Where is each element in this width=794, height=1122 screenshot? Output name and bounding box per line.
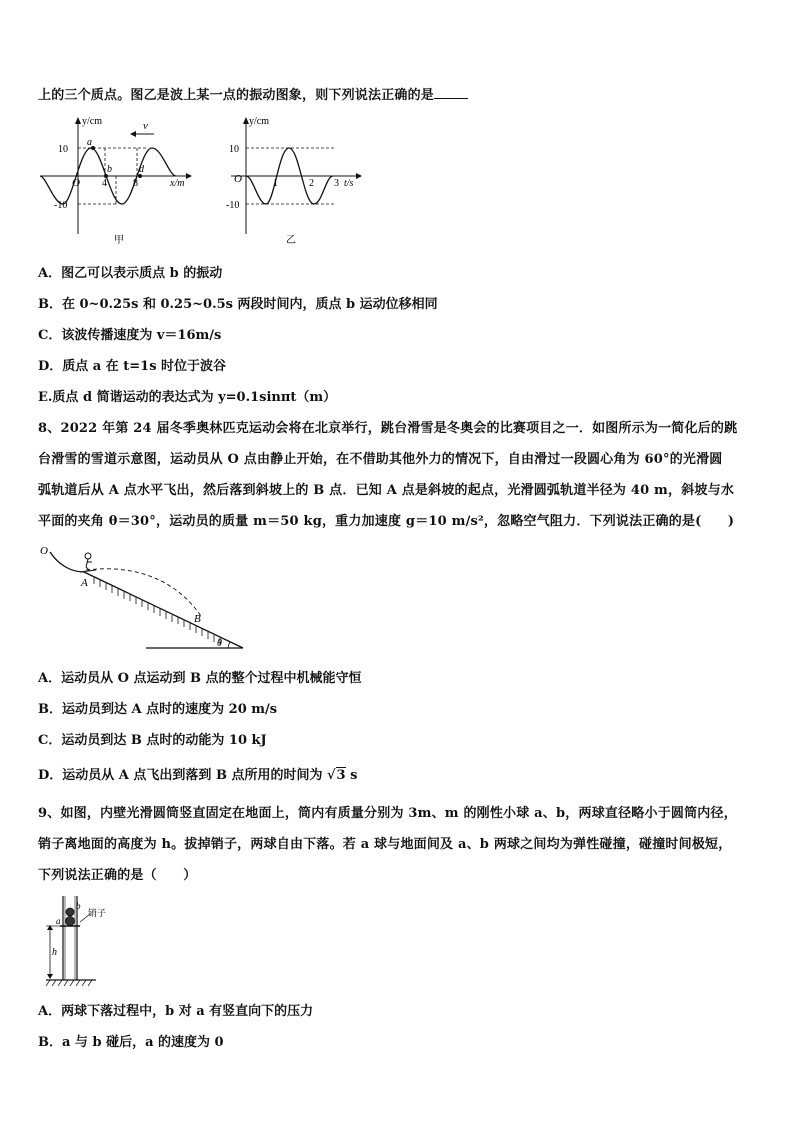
q8-option-b: B．运动员到达 A 点时的速度为 20 m/s [38,702,278,717]
q8-option-d-text: D．运动员从 A 点飞出到落到 B 点所用的时间为 [38,768,323,783]
yi-origin: O [234,173,242,185]
q9-option-b: B．a 与 b 碰后，a 的速度为 0 [38,1035,224,1050]
q8-stem-line4: 平面的夹角 θ＝30°，运动员的质量 m＝50 kg，重力加速度 g＝10 m/s²，忽略空气阻力．下列说法正确的是( ) [38,514,735,529]
jia-x-label: x/m [170,178,185,189]
jia-origin: O [72,177,80,189]
figure-yi [226,114,376,246]
yi-caption: 乙 [286,235,296,246]
ball-a [66,917,75,926]
label-theta: θ [217,638,222,649]
label-a: a [56,916,61,926]
label-h: h [52,947,57,958]
velocity-label: v [143,120,148,132]
jia-tick-10: 10 [58,144,68,155]
q8-option-d-unit: s [345,768,358,783]
label-b: b [76,901,81,911]
slope-line [84,572,243,648]
q8-stem-line3: 弧轨道后从 A 点水平飞出，然后落到斜坡上的 B 点．已知 A 点是斜坡的起点，光滑圆弧轨道半径为 40 m，斜坡与水 [38,483,735,498]
yi-tick-neg10: -10 [226,200,240,211]
q7-option-c: C．该波传播速度为 v＝16m/s [38,328,222,343]
q7-option-a: A．图乙可以表示质点 b 的振动 [38,266,223,281]
q9-stem-line1: 9、如图，内壁光滑圆筒竖直固定在地面上，筒内有质量分别为 3m、m 的刚性小球 a、b，两球直径略小于圆筒内径， [38,806,737,821]
jia-caption: 甲 [114,235,124,246]
q8-stem-line1: 8、2022 年第 24 届冬季奥林匹克运动会将在北京举行，跳台滑雪是冬奥会的比赛项目之一．如图所示为一简化后的跳 [38,421,738,436]
trajectory [86,569,201,616]
arc-track [50,552,84,572]
jia-point-a: a [87,137,92,148]
yi-x-label: t/s [344,178,354,189]
yi-tick-10: 10 [229,144,239,155]
answer-blank [434,86,468,99]
q7-intro [38,84,468,103]
jia-y-label: y/cm [82,116,102,127]
q7-option-b: B．在 0~0.25s 和 0.25~0.5s 两段时间内，质点 b 运动位移相同 [38,297,438,312]
q7-option-d: D．质点 a 在 t=1s 时位于波谷 [38,359,227,374]
jia-tick-4: 4 [102,178,107,189]
yi-y-label: y/cm [249,116,269,127]
q8-option-c: C．运动员到达 B 点时的动能为 10 kJ [38,733,267,748]
label-B: B [194,613,201,625]
label-O: O [40,545,48,557]
jia-point-d: d [139,164,144,175]
sqrt-radicand: 3 [336,768,346,783]
q8-option-d [38,764,357,783]
q7-intro-text: 上的三个质点。图乙是波上某一点的振动图象，则下列说法正确的是 [38,88,435,103]
q7-option-e: E.质点 d 简谐运动的表达式为 y=0.1sinπt（m） [38,390,337,405]
label-A: A [81,577,88,589]
jia-tick-8: 8 [133,178,138,189]
q9-option-a: A．两球下落过程中，b 对 a 有竖直向下的压力 [38,1004,314,1019]
q8-option-a: A．运动员从 O 点运动到 B 点的整个过程中机械能守恒 [38,671,362,686]
jia-tick-neg10: -10 [54,200,68,211]
yi-tick-3: 3 [334,178,339,189]
q9-stem-line3: 下列说法正确的是（ ） [38,868,197,883]
label-pin: 销子 [88,908,107,918]
q9-stem-line2: 销子离地面的高度为 h。拔掉销子，两球自由下落。若 a 球与地面间及 a、b 两球之间均为弹性碰撞，碰撞时间极短， [38,837,732,852]
tube-figure [36,892,126,990]
yi-tick-1: 1 [273,178,278,189]
figure-jia [36,114,206,246]
yi-tick-2: 2 [309,178,314,189]
ball-b [66,908,74,916]
jia-point-b: b [107,164,112,175]
ski-jump-figure [36,542,256,654]
q8-stem-line2: 台滑雪的雪道示意图，运动员从 O 点由静止开始，在不借助其他外力的情况下，自由滑过一段圆心角为 60°的光滑圆 [38,452,723,467]
sqrt-symbol: √ [326,768,336,783]
